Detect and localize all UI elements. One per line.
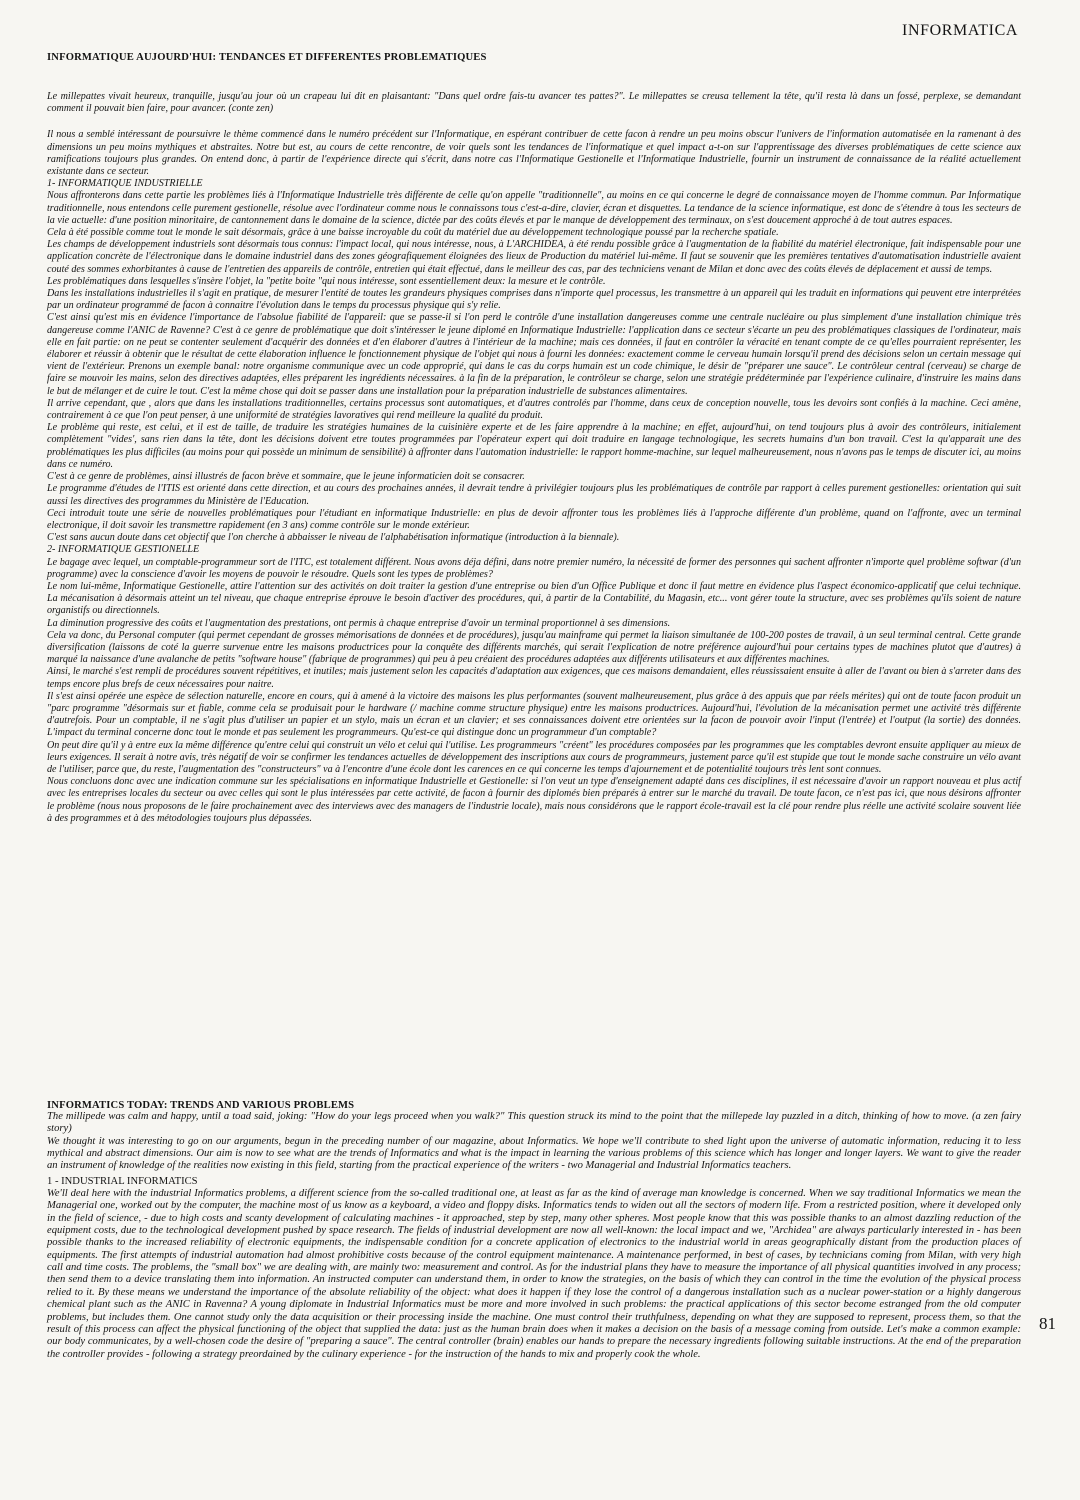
french-paragraph: Nous concluons donc avec une indication commune sur les spécialisations en informatique Industrielle et Gestionelle: si l'on veut un type d'enseignement adapté dans ces disciplines, il est nécessaire d'avoir un rapport nouveau et plus actif avec les entreprises locales du secteur ou avec celles qui sont le plus intéressées par cette activité, de facon à fournir des diplomés bien préparés à entrer sur le marché du travail. De toute facon, ce n'est pas ici, que nous désirons affronter le problème (nous nous proposons de le faire prochainement avec des interviews avec des managers de l'industrie locale), mais nous considérons que le rapport école-travail est la clé pour rendre plus réelle une activité scolaire souvent liée à des programmes et à des métodologies toujours plus dépassées. (47, 776, 1021, 824)
french-paragraph: Ainsi, le marché s'est rempli de procédures souvent répétitives, et inutiles; mais justement selon les capacités d'adaptation aux exigences, que ces maisons demandaient, elles réussissaient ensuite à aller de l'avant ou bien à s'arreter dans des temps encore plus brefs de ceux nécessaires pour naitre. (47, 666, 1021, 690)
french-paragraph: On peut dire qu'il y à entre eux la même différence qu'entre celui qui construit un vélo et celui qui l'utilise. Les programmeurs "créent" les procédures composées par les programmes que les comptables devront ensuite appliquer au mieux de leurs exigences. Il serait à notre avis, très négatif de voir se confirmer les tendances actuelles de développement des inscriptions aux cours de programmeurs, justement parce qu'il est stupide que tout le monde sache construire un vélo avant de l'utiliser, parce que, du reste, l'augmentation des "constructeurs" va à l'encontre d'une école dont les carences en ce qui concerne les temps d'ajournement et de potentialité toujours très lent sont connues. (47, 739, 1021, 775)
french-paragraph: Le programme d'études de l'ITIS est orienté dans cette direction, et au cours des prochaines années, il devrait tendre à privilégier toujours plus les problématiques de contrôle par rapport à celles purement gestionelles: orientation qui suit aussi les directives des programmes du Ministère de l'Education. (47, 483, 1021, 507)
english-paragraph: We'll deal here with the industrial Informatics problems, a different science from the so-called traditional one, at least as far as the kind of average man knowledge is concerned. When we say traditional Informatics we mean the Managerial one, worked out by the computer, the machine most of us know as a keyboard, a video and floppy disks. Informatics tends to widen out all the sectors of modern life. From a restricted position, where it developed only in the field of science, - due to high costs and scanty development of calculating machines - it approached, step by step, many other spheres. Most people know that this was possible thanks to an almost dazzling reduction of the equipment costs, due to the technological development pushed by space research. The fields of industrial development are now all well-known: the local impact and we, "Archidea" are always particularly interested in - has been possible thanks to the increased reliability of electronic equipments, the indispensable condition for a concrete application of electronics to the industrial world in areas geographically distant from the production places of equipments. The first attempts of industrial automation had almost prohibitive costs because of the control equipment maintenance. A maintenance performed, in best of cases, by technicians coming from Milan, with very high call and time costs. The problems, the "small box" we are dealing with, are mainly two: measurement and control. As for the industrial plans they have to measure the importance of all physical quantities involved in any process; then send them to a device translating them into information. An instructed computer can understand them, in order to know the strategies, on the basis of which they can control in the time the evolution of the physical process relied to it. By these means we understand the importance of the absolute reliability of the object: what does it happen if they lose the control of a dangerous installation such as a nuclear power-station or a highly dangerous chemical plant such as the ANIC in Ravenna? A young diplomate in Industrial Informatics must be more and more involved in such problems: the practical applications of this sector become estranged from the old computer problems, but includes them. One cannot study only the data acquisition or their processing inside the machine. One must control their truthfulness, depending on what they are supposed to represent, process them, so that the result of this process can affect the physical functioning of the object that supplied the data: just as the human brain does when it makes a decision on the basis of a message coming from outside. Let's make a common example: our body communicates, by a well-chosen code the desire of "preparing a sauce". The central controller (brain) enables our hands to prepare the necessary ingredients following suitable instructions. At the end of the preparation the controller provides - following a strategy preordained by the culinary experience - for the instruction of the hands to mix and properly cook the whole. (47, 1188, 1021, 1360)
french-title: INFORMATIQUE AUJOURD'HUI: TENDANCES ET DIFFERENTES PROBLEMATIQUES (47, 52, 487, 63)
french-paragraph: Les champs de développement industriels sont désormais tous connus: l'impact local, qui nous intéresse, nous, à L'ARCHIDEA, à été rendu possible grâce à l'augmentation de la fiabilité du matériel électronique, fait indispensable pour une application concrète de l'électronique dans le domaine industriel dans des zones géografiquement éloignées des lieux de Production du matériel lui-même. Il faut se souvenir que les premières tentatives d'automatisation industrielle avaient couté des sommes exhorbitantes à cause de l'entretien des appareils de contrôle, entretien qui était effectué, dans le meilleur des cas, par des techniciens venant de Milan et donc avec des coûts élevés de déplacement et aussi de temps. (47, 239, 1021, 275)
french-intro: Le millepattes vivait heureux, tranquille, jusqu'au jour où un crapeau lui dit en plaisantant: "Dans quel ordre fais-tu avancer tes pattes?". Le millepattes se creusa tellement la tête, qu'il resta là dans un fossé, perplexe, se demandant comment il pouvait bien faire, pour avancer. (conte zen) (47, 91, 1021, 115)
section-header: INFORMATICA (902, 22, 1018, 39)
french-paragraph: Cela va donc, du Personal computer (qui permet cependant de grosses mémorisations de données et de procédures), jusqu'au mainframe qui permet la liaison simultanée de 100-200 postes de travail, à un seul terminal central. Cette grande diversification (laissons de coté la guerre survenue entre les maisons productrices pour la conquête des différents marchés, qui serait l'explication de notre préférence aujourd'hui pour certains types de machines plutot que d'autres) à marqué la naissance d'une avalanche de petits "software house" (fabrique de programmes) qui peu à peu créaient des procédures adaptées aux différents utilisateurs et aux différentes machines. (47, 629, 1021, 666)
french-subheading-industrial: 1- INFORMATIQUE INDUSTRIELLE (47, 178, 203, 190)
french-subheading-managerial: 2- INFORMATIQUE GESTIONELLE (47, 544, 200, 556)
english-subheading-industrial: 1 - INDUSTRIAL INFORMATICS (47, 1175, 198, 1187)
french-paragraph: Le bagage avec lequel, un comptable-programmeur sort de l'ITC, est totalement différent. Nous avons déja défini, dans notre premier numéro, la nécessité de former des personnes qui sachent affronter n'importe quel problème softwar (d'un programme) avec la conscience d'avoir les moyens de pouvoir le résoudre. Quels sont les types de problèmes? (47, 556, 1021, 580)
french-paragraph: C'est ainsi qu'est mis en évidence l'importance de l'absolue fiabilité de l'appareil: que se passe-il si l'on perd le contrôle d'une installation dangereuses comme une centrale nucléaire ou plus simplement d'une installation chimique très dangereuse comme l'ANIC de Ravenne? C'est à ce genre de problématique que doit s'intéresser le jeune diplomé en Informatique Industrielle: l'application dans ce secteur s'écarte un peu des problématiques classiques de l'ordinateur, mais elle en fait partie: on ne peut se contenter seulement d'acquérir des données et d'en élaborer d'autres à l'intérieur de la machine; mais ces données, il faut en contrôler la véracité en tenant compte de ce qu'elles pourraient représenter, les élaborer et réussir à obtenir que le résultat de cette élaboration influence le fonctionnement physique de l'objet qui nous à fourni les données: exactement comme le cerveau humain lorsqu'il prend des décisions selon un certain message qui vient de l'extérieur. Prenons un exemple banal: notre organisme communique avec un code approprié, qui dans le cas du corps humain est un code chimique, le désir de "préparer une sauce". Le contrôleur central (cerveau) se charge de faire se mouvoir les mains, selon des directives adaptées, elles préparent les ingrédients nécessaires. à la fin de la préparation, le contrôleur se charge, selon une stratégie prédéterminée par l'expérience culinaire, d'instruire les mains dans le but de mélanger et de cuire le tout. C'est la même chose qui doit se passer dans une installation pour la préparation industrielle de substances alimentaires. (47, 312, 1021, 397)
french-paragraph: Il s'est ainsi opérée une espèce de sélection naturelle, encore en cours, qui à amené à la victoire des maisons les plus performantes (souvent malheureusement, plus grâce à des appuis que par réels mérites) qui ont de toute facon produit un "parc programme "désormais sur et fiable, comme cela se produisait pour le hardware (/ machine comme structure physique) entre les maisons productrices. Aujourd'hui, l'évolution de la mécanisation permet une activité très différente d'autrefois. Pour un comptable, il ne s'agit plus d'utiliser un papier et un stylo, mais un écran et un clavier; et ses connaissances doivent etre orientées sur la facon de pouvoir avoir l'input (l'entrée) et l'output (la sortie) des données. L'impact du terminal concerne donc tout le monde et pas seulement les programmeurs. Qu'est-ce qui distingue donc un programmeur d'un comptable? (47, 690, 1021, 739)
french-paragraph: Il nous a semblé intéressant de poursuivre le thème commencé dans le numéro précédent sur l'Informatique, en espérant contribuer de cette facon à rendre un peu moins obscur l'univers de l'information automatisée en la ramenant à des dimensions un peu moins mythiques et abstraites. Notre but est, au cours de cette rencontre, de voir quels sont les tendances de l'informatique et quel impact a-t-on sur l'apprentissage des diverses problématiques de cette science aux ramifications toujours plus grandes. On entend donc, à partir de l'expérience directe qui s'écrit, dans notre cas l'Informatique Gestionelle et l'Informatique Industrielle, fournir un instrument de connaissance de la réalité actuellement existante dans ce secteur. (47, 129, 1021, 178)
page-number: 81 (1039, 1314, 1056, 1333)
english-article (47, 1100, 1021, 1361)
french-paragraph: Nous affronterons dans cette partie les problèmes liés à l'Informatique Industrielle très différente de celle qu'on appelle "traditionnelle", au moins en ce qui concerne le degré de connaissance moyen de l'homme commun. Par Informatique traditionnelle, nous entendons celle purement gestionelle, résolue avec l'ordinateur comme nous le connaissons tous c'est-a-dire, clavier, écran et disquettes. La tendance de la science informatique, est donc de s'étendre à tous les secteurs de la vie actuelle: d'une position minoritaire, de cantonnement dans le domaine de la science, dictée par des coûts élevés et par le manque de développement des terminaux, on s'est doucement approché à de tout autres espaces. (47, 190, 1021, 226)
french-article (47, 52, 1021, 825)
french-paragraph: Il arrive cependant, que , alors que dans les installations traditionnelles, certains processus sont automatiques, et d'autres controlés par l'homme, dans ceux de conception nouvelle, tous les devoirs sont confiés à la machine. Ceci amène, contrairement à ce que l'on peut penser, à une uniformité de stratégies lavoratives qui rend meilleure la qualité du produit. (47, 397, 1021, 422)
english-title: INFORMATICS TODAY: TRENDS AND VARIOUS PROBLEMS (47, 1100, 355, 1111)
french-paragraph: Ceci introduit toute une série de nouvelles problématiques pour l'étudiant en informatique Industrielle: en plus de devoir affronter tous les problèmes liés à l'approche différente d'un problème, quand on l'affronte, avec un terminal electronique, il doit savoir les transmettre rapidement (en 3 ans) comme contrôle sur le monde extérieur. (47, 507, 1021, 531)
french-paragraph: C'est sans aucun doute dans cet objectif que l'on cherche à abbaisser le niveau de l'alphabétisation informatique (introduction à la biennale). (47, 532, 620, 544)
english-paragraph: We thought it was interesting to go on our arguments, begun in the preceding number of our magazine, about Informatics. We hope we'll contribute to shed light upon the universe of automatic information, reducing it to less mythical and abstract dimensions. Our aim is now to see what are the trends of Informatics and what is the impact in learning the various problems of this science which has longer and longer layers. We want to give the reader an instrument of knowledge of the realities now existing in this field, starting from the practical experience of the writers - two Managerial and Industrial Informatics teachers. (47, 1135, 1021, 1172)
french-paragraph: Le problème qui reste, est celui, et il est de taille, de traduire les stratégies humaines de la cuisinière experte et de les faire apprendre à la machine; en effet, aujourd'hui, on tend toujours plus à avoir des contrôleurs, initialement complètement "vides', sans rien dans la tête, dont les décisions doivent etre toutes programmées par l'opérateur expert qui doit traduire en langage technologique, les secrets humains d'un bon travail. C'est la qu'apparait une des problématiques les plus difficiles (au moins pour qui possède un minimum de sensibilité) à affronter dans l'automation industrielle: le rapport homme-machine, sur lequel malheureusement, nous n'avons pas le temps de discuter ici, au moins dans ce numéro. (47, 422, 1021, 470)
french-paragraph: Les problématiques dans lesquelles s'insère l'objet, la "petite boite "qui nous intéresse, sont essentiellement deux: la mesure et le contrôle. (47, 275, 606, 287)
english-intro: The millipede was calm and happy, until a toad said, joking: "How do your legs proceed when you walk?" This question struck its mind to the point that the millepede lay puzzled in a ditch, thinking of how to move. (a zen fairy story) (47, 1111, 1021, 1135)
french-paragraph: Cela à été possible comme tout le monde le sait désormais, grâce à une baisse incroyable du coût du matériel due au développement technologique poussé par la recherche spatiale. (47, 227, 779, 239)
french-paragraph: La diminution progressive des coûts et l'augmentation des prestations, ont permis à chaque entreprise d'avoir un terminal proportionnel à ses dimensions. (47, 617, 671, 629)
french-paragraph: C'est à ce genre de problèmes, ainsi illustrés de facon brève et sommaire, que le jeune informaticien doit se consacrer. (47, 471, 525, 483)
french-paragraph: Dans les installations industrielles il s'agit en pratique, de mesurer l'entité de toutes les grandeurs physiques comprises dans n'importe quel processus, les transmettre à un appareil qui les traduit en informations qui peuvent etre interprétées par un ordinateur programmé de facon à connaitre l'évolution dans le temps du processus physique qui s'y relie. (47, 288, 1021, 312)
french-paragraph: Le nom lui-même, Informatique Gestionelle, attire l'attention sur des activités on doit traiter la gestion d'une entreprise ou bien d'un Office Publique et donc il faut mettre en évidence plus l'aspect économico-applicatif que celui technique. La mécanisation à désormais atteint un tel niveau, que chaque entreprise éprouve le besoin d'activer des procédures, qui, à partir de la Contabilité, du Magasin, etc... vont gérer toute la structure, avec ses problèmes qu'ils soient de nature organistifs ou directionnels. (47, 580, 1021, 617)
